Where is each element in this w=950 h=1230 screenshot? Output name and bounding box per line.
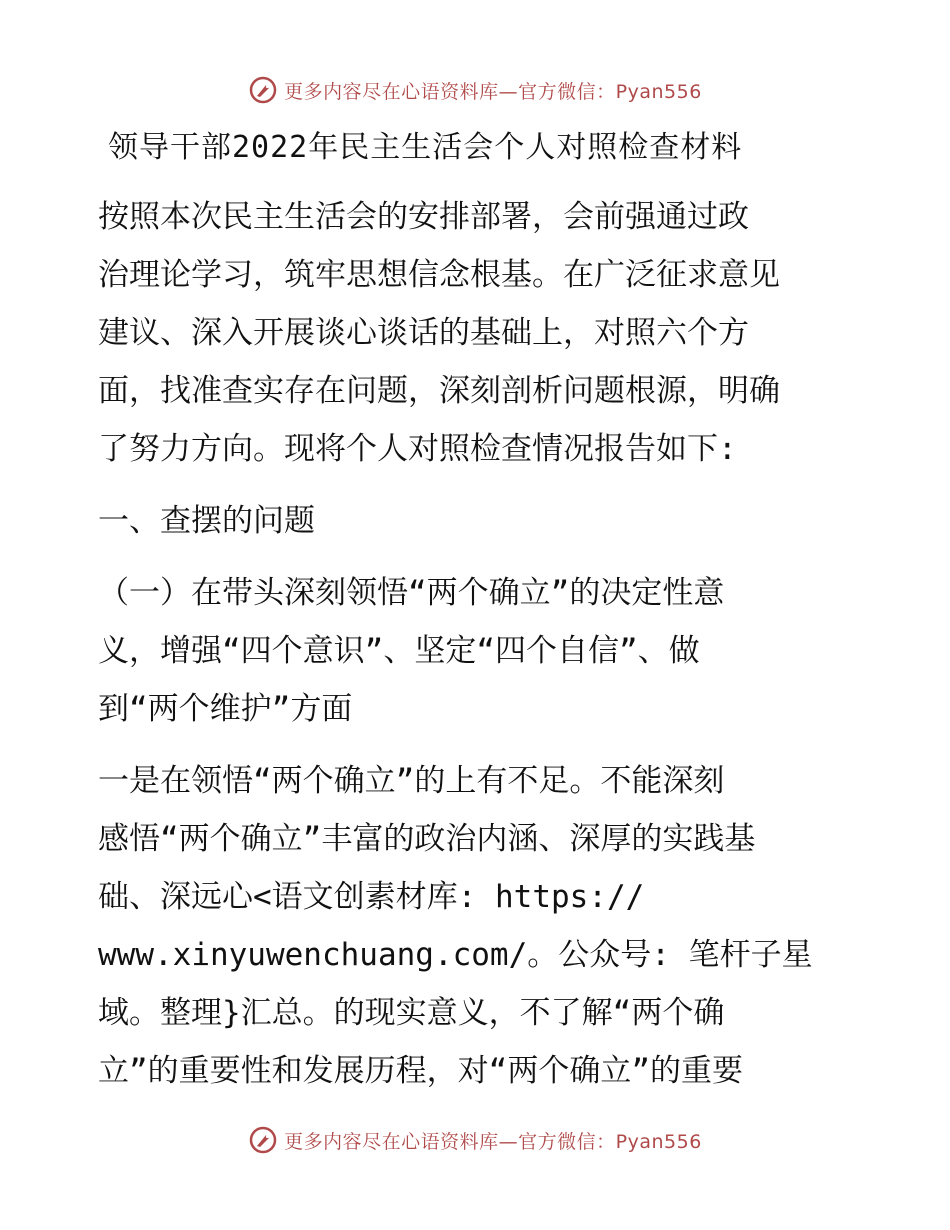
watermark-banner-top (0, 72, 950, 108)
watermark-text: 更多内容尽在心语资料库—官方微信：Pyan556 (284, 1130, 702, 1153)
paragraph-line: 感悟“两个确立”丰富的政治内涵、深厚的实践基 (98, 821, 756, 857)
document-body (98, 126, 858, 1100)
intro-paragraph (98, 188, 858, 478)
paragraph-line: （一）在带头深刻领悟“两个确立”的决定性意 (98, 575, 725, 611)
section-heading (98, 492, 858, 550)
paragraph-line: 域。整理}汇总。的现实意义，不了解“两个确 (98, 995, 725, 1031)
paragraph-line: 治理论学习，筑牢思想信念根基。在广泛征求意见 (98, 257, 780, 293)
paragraph-line: 立”的重要性和发展历程，对“两个确立”的重要 (98, 1053, 743, 1089)
paragraph-line: 建议、深入开展谈心谈话的基础上，对照六个方 (98, 315, 749, 351)
pen-nib-logo-icon (248, 1125, 278, 1155)
paragraph-line: 了努力方向。现将个人对照检查情况报告如下: (98, 431, 737, 467)
point-paragraph (98, 752, 858, 1100)
paragraph-line: 按照本次民主生活会的安排部署，会前强通过政 (98, 199, 749, 235)
paragraph-line: 面，找准查实存在问题，深刻剖析问题根源，明确 (98, 373, 780, 409)
paragraph-line: www.xinyuwenchuang.com/。公众号: 笔杆子星 (98, 937, 813, 973)
paragraph-line: 义，增强“四个意识”、坚定“四个自信”、做 (98, 633, 700, 669)
pen-nib-logo-icon (248, 75, 278, 105)
paragraph-line: 础、深远心<语文创素材库: https:// (98, 879, 645, 915)
paragraph-line: 到“两个维护”方面 (98, 691, 353, 727)
paragraph-line: 一是在领悟“两个确立”的上有不足。不能深刻 (98, 763, 725, 799)
document-title: 领导干部2022年民主生活会个人对照检查材料 (108, 130, 743, 165)
subsection-heading (98, 564, 858, 738)
section-heading-text: 一、查摆的问题 (98, 503, 315, 539)
watermark-text: 更多内容尽在心语资料库—官方微信：Pyan556 (284, 80, 702, 103)
watermark-banner-bottom (0, 1122, 950, 1158)
